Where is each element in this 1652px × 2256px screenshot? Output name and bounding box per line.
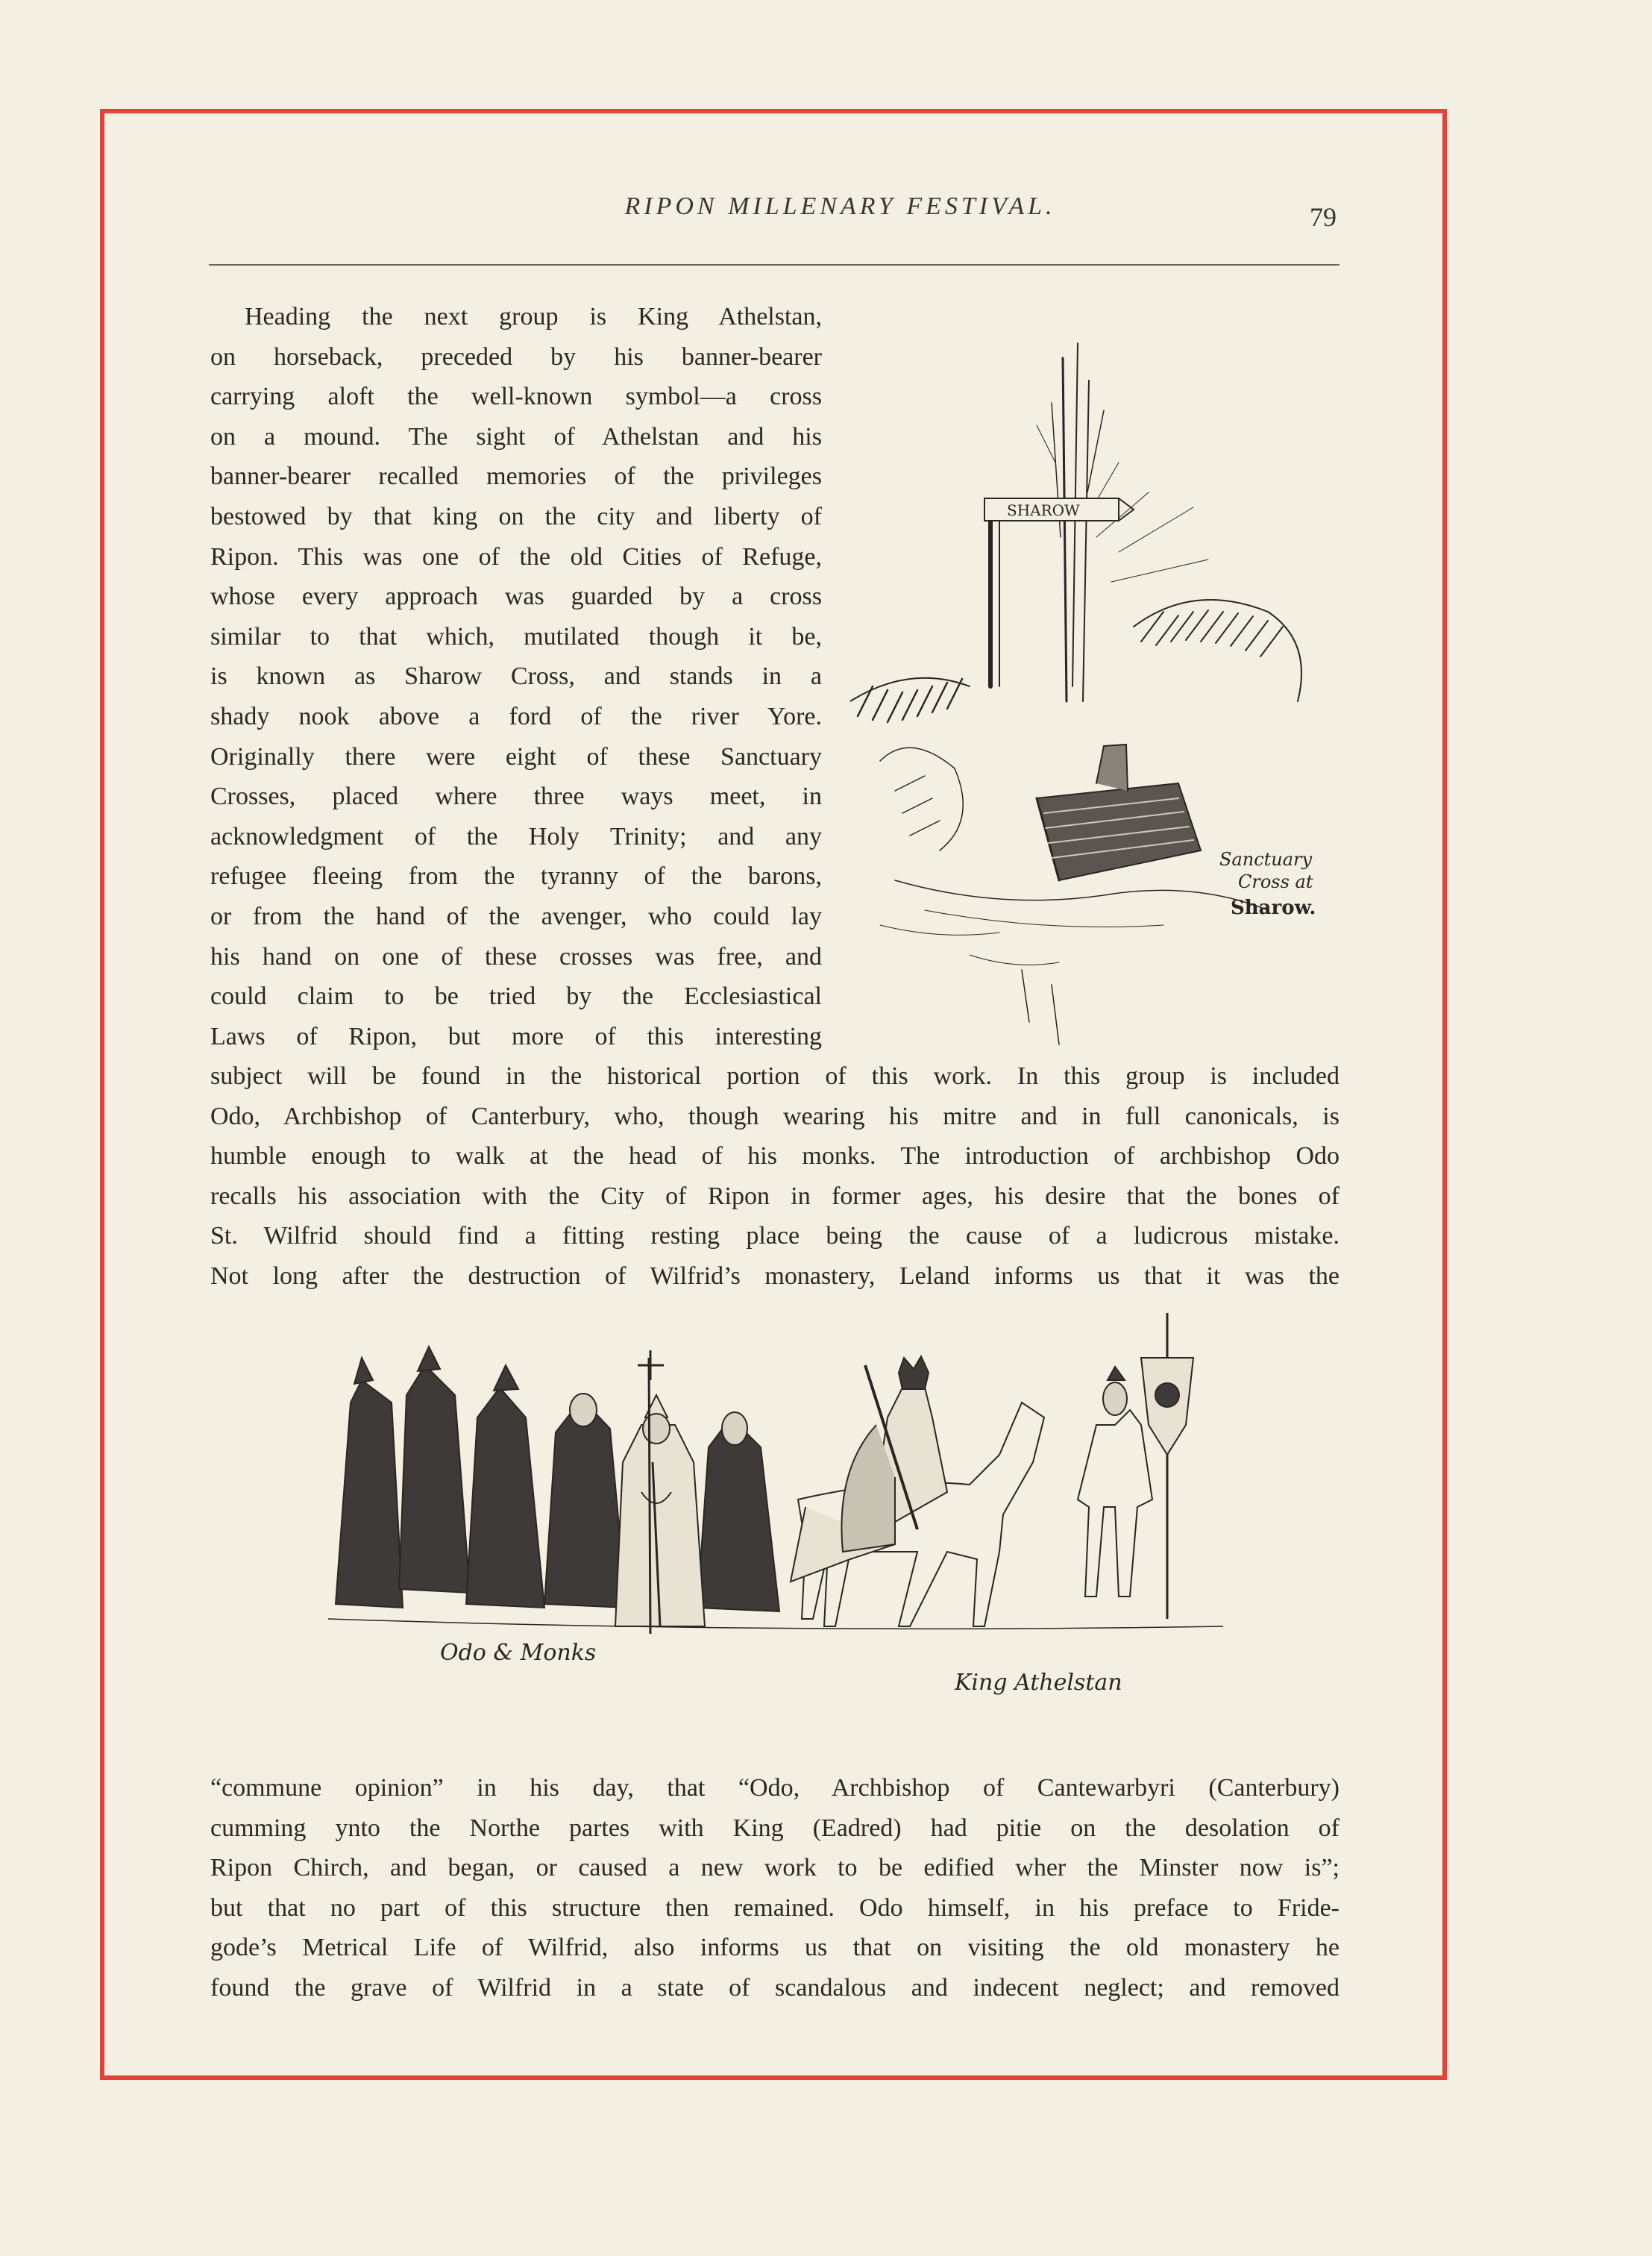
bottom-paragraph <box>210 1768 1339 2008</box>
full-width-paragraph <box>210 1056 1339 1297</box>
text-line: on horseback, preceded by his banner-bearer <box>210 342 822 371</box>
text-line: or from the hand of the avenger, who could lay <box>210 902 822 930</box>
running-header-title: RIPON MILLENARY FESTIVAL. <box>624 192 1056 220</box>
sharow-cross-illustration <box>850 313 1342 1052</box>
text-line: his hand on one of these crosses was free, and <box>210 942 822 971</box>
sharow-cross-drawing <box>850 313 1342 1052</box>
text-line: recalls his association with the City of Ripon in former ages, his desire that the bones of <box>210 1182 1339 1210</box>
text-line: Laws of Ripon, but more of this interesting <box>210 1022 822 1050</box>
text-line: Not long after the destruction of Wilfrid’s monastery, Leland informs us that it was the <box>210 1262 1339 1290</box>
running-header <box>0 192 1652 221</box>
text-line: humble enough to walk at the head of his monks. The introduction of archbishop Odo <box>210 1142 1339 1171</box>
text-line: Ripon Chirch, and began, or caused a new work to be edified wher the Minster now is”; <box>210 1854 1339 1882</box>
procession-illustration <box>328 1306 1246 1738</box>
text-line: refugee fleeing from the tyranny of the barons, <box>210 862 822 891</box>
sharow-caption-line3: Sharow. <box>1231 897 1316 919</box>
page-number: 79 <box>1310 202 1337 232</box>
text-line: banner-bearer recalled memories of the privileges <box>210 463 822 491</box>
text-line: Odo, Archbishop of Canterbury, who, though wearing his mitre and in full canonicals, is <box>210 1102 1339 1130</box>
procession-drawing <box>328 1306 1246 1738</box>
text-line: similar to that which, mutilated though it be, <box>210 622 822 651</box>
signpost-label: SHAROW <box>1007 501 1080 519</box>
text-line: Ripon. This was one of the old Cities of Refuge, <box>210 542 822 571</box>
text-line: could claim to be tried by the Ecclesiastical <box>210 983 822 1011</box>
text-line: “commune opinion” in his day, that “Odo, Archbishop of Cantewarbyri (Canterbury) <box>210 1774 1339 1802</box>
sharow-caption-line2: Cross at <box>1238 871 1313 892</box>
text-line: Heading the next group is King Athelstan, <box>245 303 822 330</box>
procession-caption-left: Odo & Monks <box>440 1640 597 1666</box>
text-line: acknowledgment of the Holy Trinity; and any <box>210 822 822 850</box>
text-line: gode’s Metrical Life of Wilfrid, also informs us that on visiting the old monastery he <box>210 1934 1339 1962</box>
text-line: but that no part of this structure then remained. Odo himself, in his preface to Fride- <box>210 1893 1339 1922</box>
text-line: shady nook above a ford of the river Yore. <box>210 702 822 730</box>
sharow-caption-line1: Sanctuary <box>1219 849 1313 870</box>
text-line: on a mound. The sight of Athelstan and his <box>210 422 822 451</box>
text-line: whose every approach was guarded by a cross <box>210 583 822 611</box>
procession-caption-right: King Athelstan <box>955 1670 1122 1696</box>
text-line: cumming ynto the Northe partes with King (Eadred) had pitie on the desolation of <box>210 1814 1339 1842</box>
header-rule <box>209 264 1339 266</box>
text-line: Crosses, placed where three ways meet, in <box>210 783 822 811</box>
text-line: found the grave of Wilfrid in a state of scandalous and indecent neglect; and removed <box>210 1973 1339 2002</box>
text-line: carrying aloft the well-known symbol—a cross <box>210 383 822 411</box>
text-line: is known as Sharow Cross, and stands in a <box>210 662 822 691</box>
text-line: subject will be found in the historical portion of this work. In this group is included <box>210 1062 1339 1090</box>
text-line: Originally there were eight of these Sanctuary <box>210 742 822 771</box>
text-line: bestowed by that king on the city and liberty of <box>210 502 822 530</box>
column-paragraph <box>210 297 822 1056</box>
text-line: St. Wilfrid should find a fitting resting place being the cause of a ludicrous mistake. <box>210 1222 1339 1250</box>
